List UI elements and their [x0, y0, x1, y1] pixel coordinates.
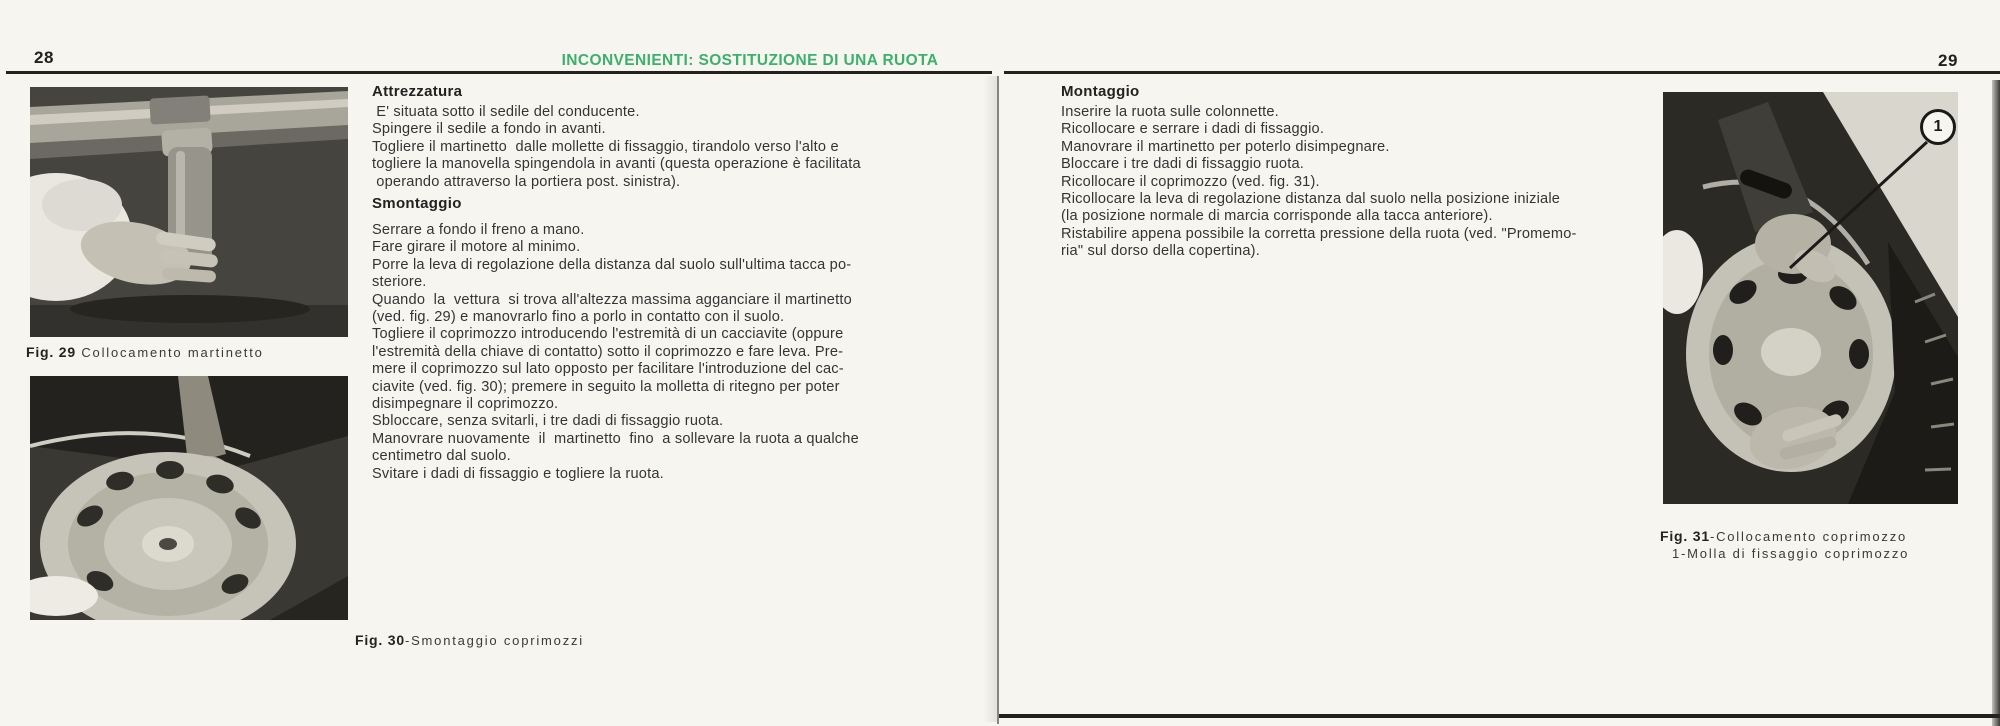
figure-29-label: Fig. 29 [26, 344, 76, 360]
figure-31-label: Fig. 31 [1660, 528, 1710, 544]
gutter-shade [983, 76, 997, 722]
text-line: centimetro dal suolo. [372, 448, 511, 465]
text-line: Porre la leva di regolazione della distanza dal suolo sull'ultima tacca po- [372, 256, 852, 273]
section-heading-attrezzatura: Attrezzatura [372, 83, 463, 100]
hubcap-removal-illustration [30, 376, 348, 620]
figure-29-caption [26, 344, 264, 360]
text-line: (la posizione normale di marcia corrisponde alla tacca anteriore). [1061, 208, 1493, 225]
figure-30-label: Fig. 30 [355, 632, 405, 648]
text-line: Serrare a fondo il freno a mano. [372, 222, 585, 238]
text-line: Inserire la ruota sulle colonnette. [1061, 104, 1279, 120]
chapter-title: INCONVENIENTI: SOSTITUZIONE DI UNA RUOTA [561, 52, 939, 69]
text-line: operando attraverso la portiera post. sinistra). [372, 173, 681, 190]
figure-31-subcaption: 1-Molla di fissaggio coprimozzo [1672, 546, 1910, 561]
text-line: Ricollocare e serrare i dadi di fissaggio. [1061, 121, 1325, 138]
text-line: E' situata sotto il sedile del conducente. [372, 104, 640, 120]
text-line: mere il coprimozzo sul lato opposto per facilitare l'introduzione del cac- [372, 361, 844, 378]
text-line: Togliere il martinetto dalle mollette di fissaggio, tirandolo verso l'alto e [372, 138, 839, 155]
text-line: l'estremità della chiave di contatto) sotto il coprimozzo e fare leva. Pre- [372, 343, 844, 360]
callout-1-number: 1 [1933, 118, 1943, 135]
section-attrezzatura [372, 83, 947, 191]
callout-1-leader-line [1785, 138, 1932, 273]
figure-31-caption [1660, 528, 1907, 544]
figure-29-caption-text: Collocamento martinetto [75, 345, 264, 360]
header-rule-left [6, 71, 992, 74]
text-line: Manovrare nuovamente il martinetto fino a sollevare la ruota a qualche [372, 430, 859, 447]
text-line: ria" sul dorso della copertina). [1061, 243, 1260, 260]
section-heading-smontaggio: Smontaggio [372, 195, 462, 212]
gutter-page-edge [997, 76, 999, 724]
page-number-right: 29 [1938, 51, 1958, 70]
section-heading-montaggio: Montaggio [1061, 83, 1140, 100]
callout-1-circle [1920, 109, 1956, 145]
text-line: Manovrare il martinetto per poterlo disimpegnare. [1061, 138, 1390, 155]
text-line: Bloccare i tre dadi di fissaggio ruota. [1061, 156, 1305, 173]
page-number-left: 28 [34, 48, 54, 67]
text-line: Sbloccare, senza svitarli, i tre dadi di fissaggio ruota. [372, 413, 724, 430]
text-line: Svitare i dadi di fissaggio e togliere la ruota. [372, 465, 664, 482]
text-line: (ved. fig. 29) e manovrarlo fino a porlo in contatto con il suolo. [372, 309, 785, 326]
text-line: Ricollocare il coprimozzo (ved. fig. 31). [1061, 173, 1320, 190]
text-line: Quando la vettura si trova all'altezza massima agganciare il martinetto [372, 291, 852, 308]
text-line: steriore. [372, 274, 427, 291]
text-line: Ristabilire appena possibile la corretta pressione della ruota (ved. "Promemo- [1061, 225, 1577, 242]
right-page-bottom-edge [999, 714, 2000, 718]
figure-30-photo [30, 376, 348, 620]
figure-31-caption-text: -Collocamento coprimozzo [1709, 529, 1908, 544]
text-line: Spingere il sedile a fondo in avanti. [372, 121, 606, 138]
text-line: Togliere il coprimozzo introducendo l'estremità di un cacciavite (oppure [372, 326, 844, 343]
text-line: togliere la manovella spingendola in avanti (questa operazione è facilitata [372, 156, 861, 173]
text-line: Ricollocare la leva di regolazione distanza dal suolo nella posizione iniziale [1061, 191, 1561, 208]
jack-photo-illustration [30, 87, 348, 337]
header-rule-right [1004, 71, 2000, 74]
section-montaggio [1061, 83, 1651, 261]
right-page-right-edge [1992, 80, 2000, 726]
figure-29-photo [30, 87, 348, 337]
text-line: Fare girare il motore al minimo. [372, 239, 581, 256]
figure-30-caption-text: -Smontaggio coprimozzi [404, 633, 584, 648]
text-line: ciavite (ved. fig. 30); premere in seguito la molletta di ritegno per poter [372, 378, 840, 395]
figure-30-caption [355, 632, 584, 648]
section-smontaggio [372, 195, 947, 483]
text-line: disimpegnare il coprimozzo. [372, 396, 559, 413]
